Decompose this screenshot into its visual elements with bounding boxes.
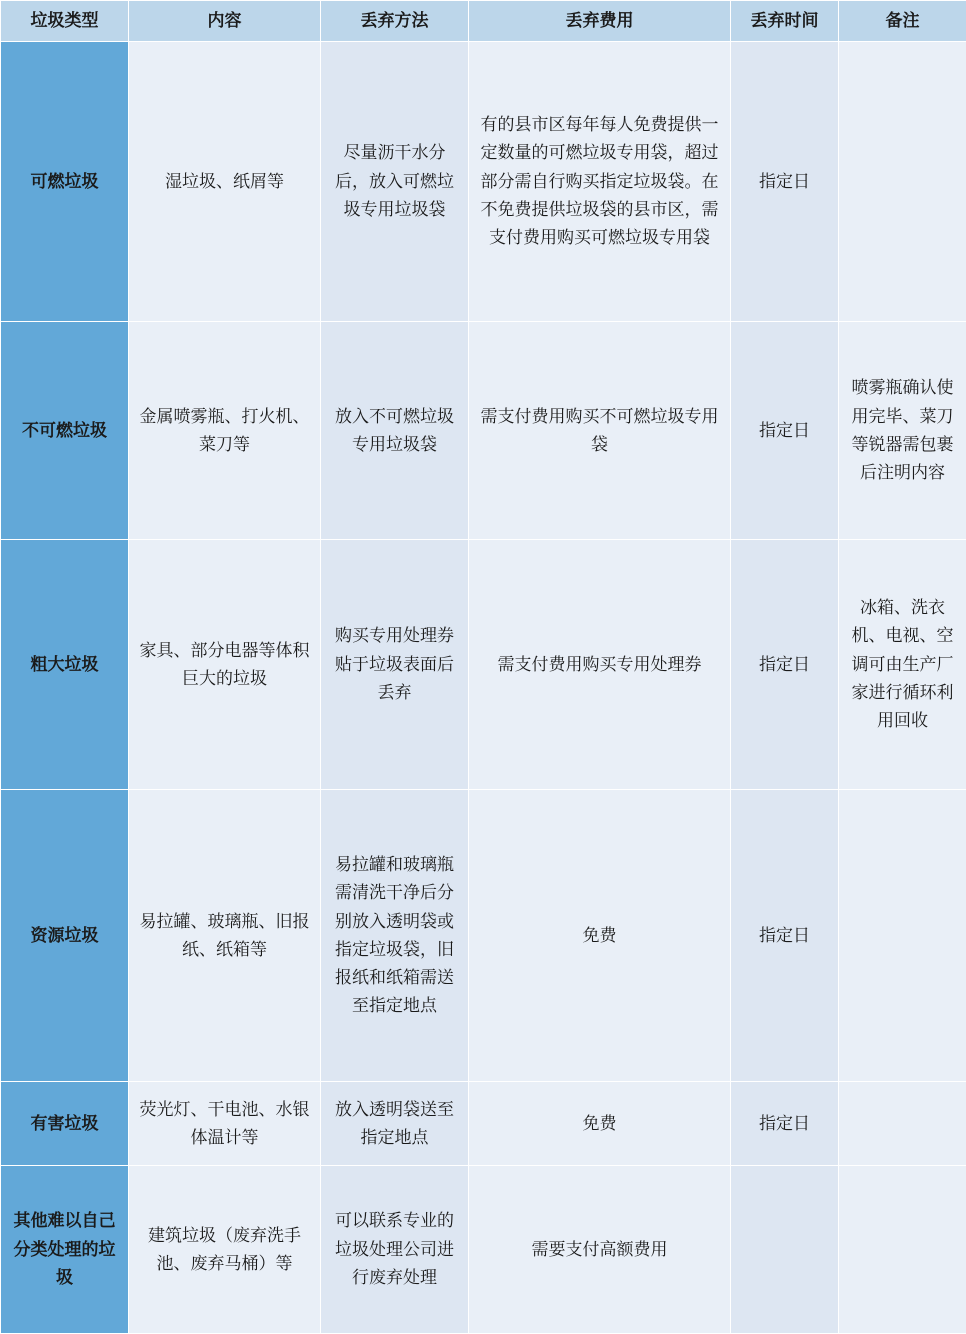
- cell-method: 可以联系专业的垃圾处理公司进行废弃处理: [321, 1166, 469, 1334]
- cell-fee: 需要支付高额费用: [469, 1166, 731, 1334]
- cell-method: 购买专用处理券贴于垃圾表面后丢弃: [321, 540, 469, 790]
- cell-category: 有害垃圾: [1, 1082, 129, 1166]
- column-header-fee: 丢弃费用: [469, 1, 731, 42]
- column-header-content: 内容: [129, 1, 321, 42]
- table-row: [1, 540, 966, 790]
- cell-category: 可燃垃圾: [1, 42, 129, 322]
- cell-content: 建筑垃圾（废弃洗手池、废弃马桶）等: [129, 1166, 321, 1334]
- cell-content: 家具、部分电器等体积巨大的垃圾: [129, 540, 321, 790]
- cell-content: 荧光灯、干电池、水银体温计等: [129, 1082, 321, 1166]
- cell-time: 指定日: [731, 1082, 839, 1166]
- cell-content: 易拉罐、玻璃瓶、旧报纸、纸箱等: [129, 790, 321, 1082]
- cell-method: 放入透明袋送至指定地点: [321, 1082, 469, 1166]
- cell-fee: 需支付费用购买不可燃垃圾专用袋: [469, 322, 731, 540]
- cell-method: 放入不可燃垃圾专用垃圾袋: [321, 322, 469, 540]
- column-header-note: 备注: [839, 1, 966, 42]
- header-row: [1, 1, 966, 42]
- cell-time: 指定日: [731, 790, 839, 1082]
- cell-fee: 免费: [469, 1082, 731, 1166]
- cell-fee: 需支付费用购买专用处理券: [469, 540, 731, 790]
- cell-time: 指定日: [731, 540, 839, 790]
- cell-note: 冰箱、洗衣机、电视、空调可由生产厂家进行循环利用回收: [839, 540, 966, 790]
- cell-note: [839, 790, 966, 1082]
- cell-note: [839, 42, 966, 322]
- cell-time: 指定日: [731, 322, 839, 540]
- cell-method: 尽量沥干水分后，放入可燃垃圾专用垃圾袋: [321, 42, 469, 322]
- column-header-type: 垃圾类型: [1, 1, 129, 42]
- cell-content: 湿垃圾、纸屑等: [129, 42, 321, 322]
- cell-note: 喷雾瓶确认使用完毕、菜刀等锐器需包裹后注明内容: [839, 322, 966, 540]
- cell-time: 指定日: [731, 42, 839, 322]
- cell-category: 不可燃垃圾: [1, 322, 129, 540]
- table-row: [1, 1166, 966, 1334]
- cell-method: 易拉罐和玻璃瓶需清洗干净后分别放入透明袋或指定垃圾袋，旧报纸和纸箱需送至指定地点: [321, 790, 469, 1082]
- cell-content: 金属喷雾瓶、打火机、菜刀等: [129, 322, 321, 540]
- column-header-method: 丢弃方法: [321, 1, 469, 42]
- table-row: [1, 790, 966, 1082]
- cell-category: 资源垃圾: [1, 790, 129, 1082]
- table-row: [1, 1082, 966, 1166]
- table-row: [1, 322, 966, 540]
- column-header-time: 丢弃时间: [731, 1, 839, 42]
- cell-fee: 免费: [469, 790, 731, 1082]
- table-body: [1, 42, 966, 1334]
- cell-category: 粗大垃圾: [1, 540, 129, 790]
- table-row: [1, 42, 966, 322]
- table-header: [1, 1, 966, 42]
- cell-category: 其他难以自己分类处理的垃圾: [1, 1166, 129, 1334]
- cell-note: [839, 1166, 966, 1334]
- cell-fee: 有的县市区每年每人免费提供一定数量的可燃垃圾专用袋，超过部分需自行购买指定垃圾袋。在不免费提供垃圾袋的县市区，需支付费用购买可燃垃圾专用袋: [469, 42, 731, 322]
- cell-time: [731, 1166, 839, 1334]
- cell-note: [839, 1082, 966, 1166]
